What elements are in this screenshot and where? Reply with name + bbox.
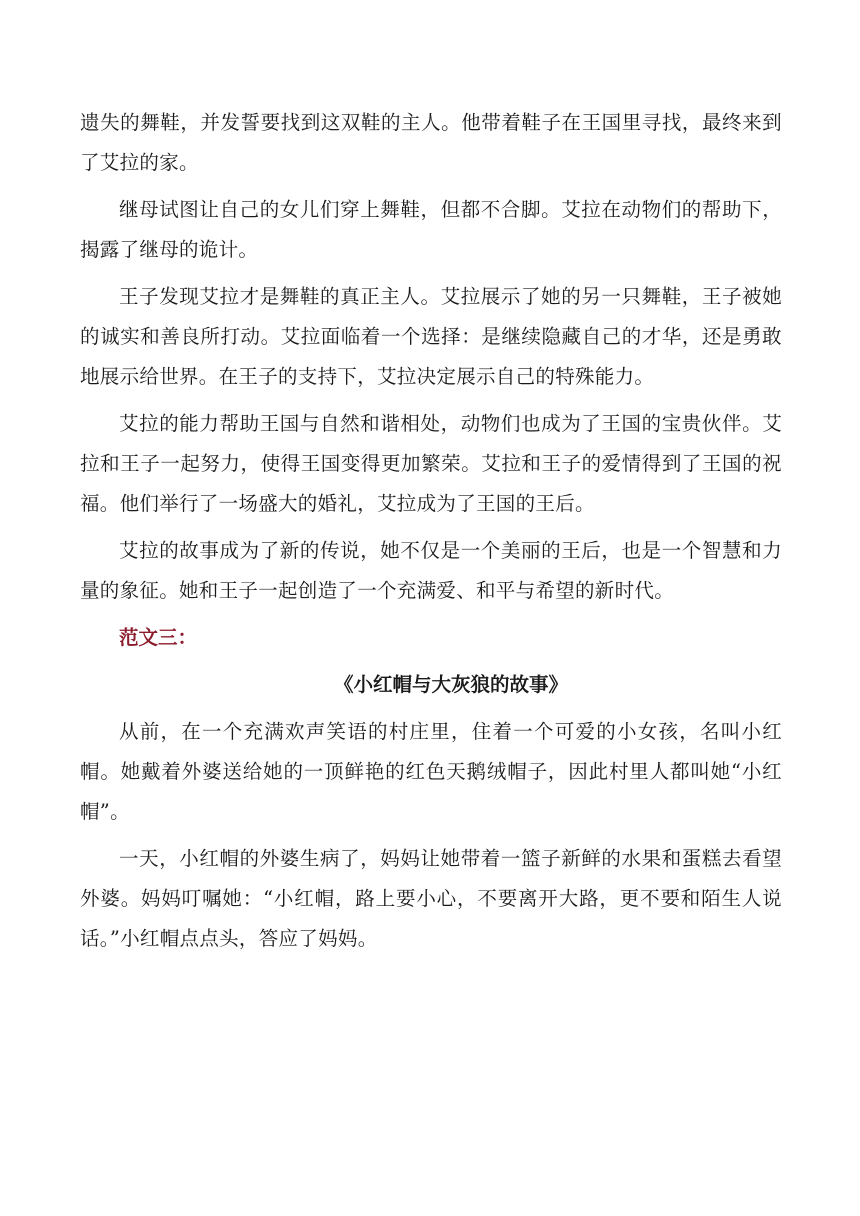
paragraph: 艾拉的能力帮助王国与自然和谐相处，动物们也成为了王国的宝贵伙伴。艾拉和王子一起努力，使得王国变得更加繁荣。艾拉和王子的爱情得到了王国的祝福。他们举行了一场盛大的婚礼，艾拉成为了王国的王后。 [80, 412, 782, 515]
paragraph: 王子发现艾拉才是舞鞋的真正主人。艾拉展示了她的另一只舞鞋，王子被她的诚实和善良所打动。艾拉面临着一个选择：是继续隐藏自己的才华，还是勇敢地展示给世界。在王子的支持下，艾拉决定展示自己的特殊能力。 [80, 285, 782, 388]
paragraph: 一天，小红帽的外婆生病了，妈妈让她带着一篮子新鲜的水果和蛋糕去看望外婆。妈妈叮嘱她：“小红帽，路上要小心，不要离开大路，更不要和陌生人说话。”小红帽点点头，答应了妈妈。 [80, 847, 782, 950]
paragraph: 继母试图让自己的女儿们穿上舞鞋，但都不合脚。艾拉在动物们的帮助下，揭露了继母的诡计。 [80, 198, 782, 261]
paragraph: 遗失的舞鞋，并发誓要找到这双鞋的主人。他带着鞋子在王国里寻找，最终来到了艾拉的家。 [80, 111, 782, 174]
story-title: 《小红帽与大灰狼的故事》 [333, 673, 568, 696]
section-heading: 范文三： [119, 626, 198, 649]
paragraph: 艾拉的故事成为了新的传说，她不仅是一个美丽的王后，也是一个智慧和力量的象征。她和王子一起创造了一个充满爱、和平与希望的新时代。 [80, 539, 782, 602]
document-page [80, 103, 782, 966]
paragraph: 从前，在一个充满欢声笑语的村庄里，住着一个可爱的小女孩，名叫小红帽。她戴着外婆送给她的一顶鲜艳的红色天鹅绒帽子，因此村里人都叫她“小红帽”。 [80, 720, 782, 823]
